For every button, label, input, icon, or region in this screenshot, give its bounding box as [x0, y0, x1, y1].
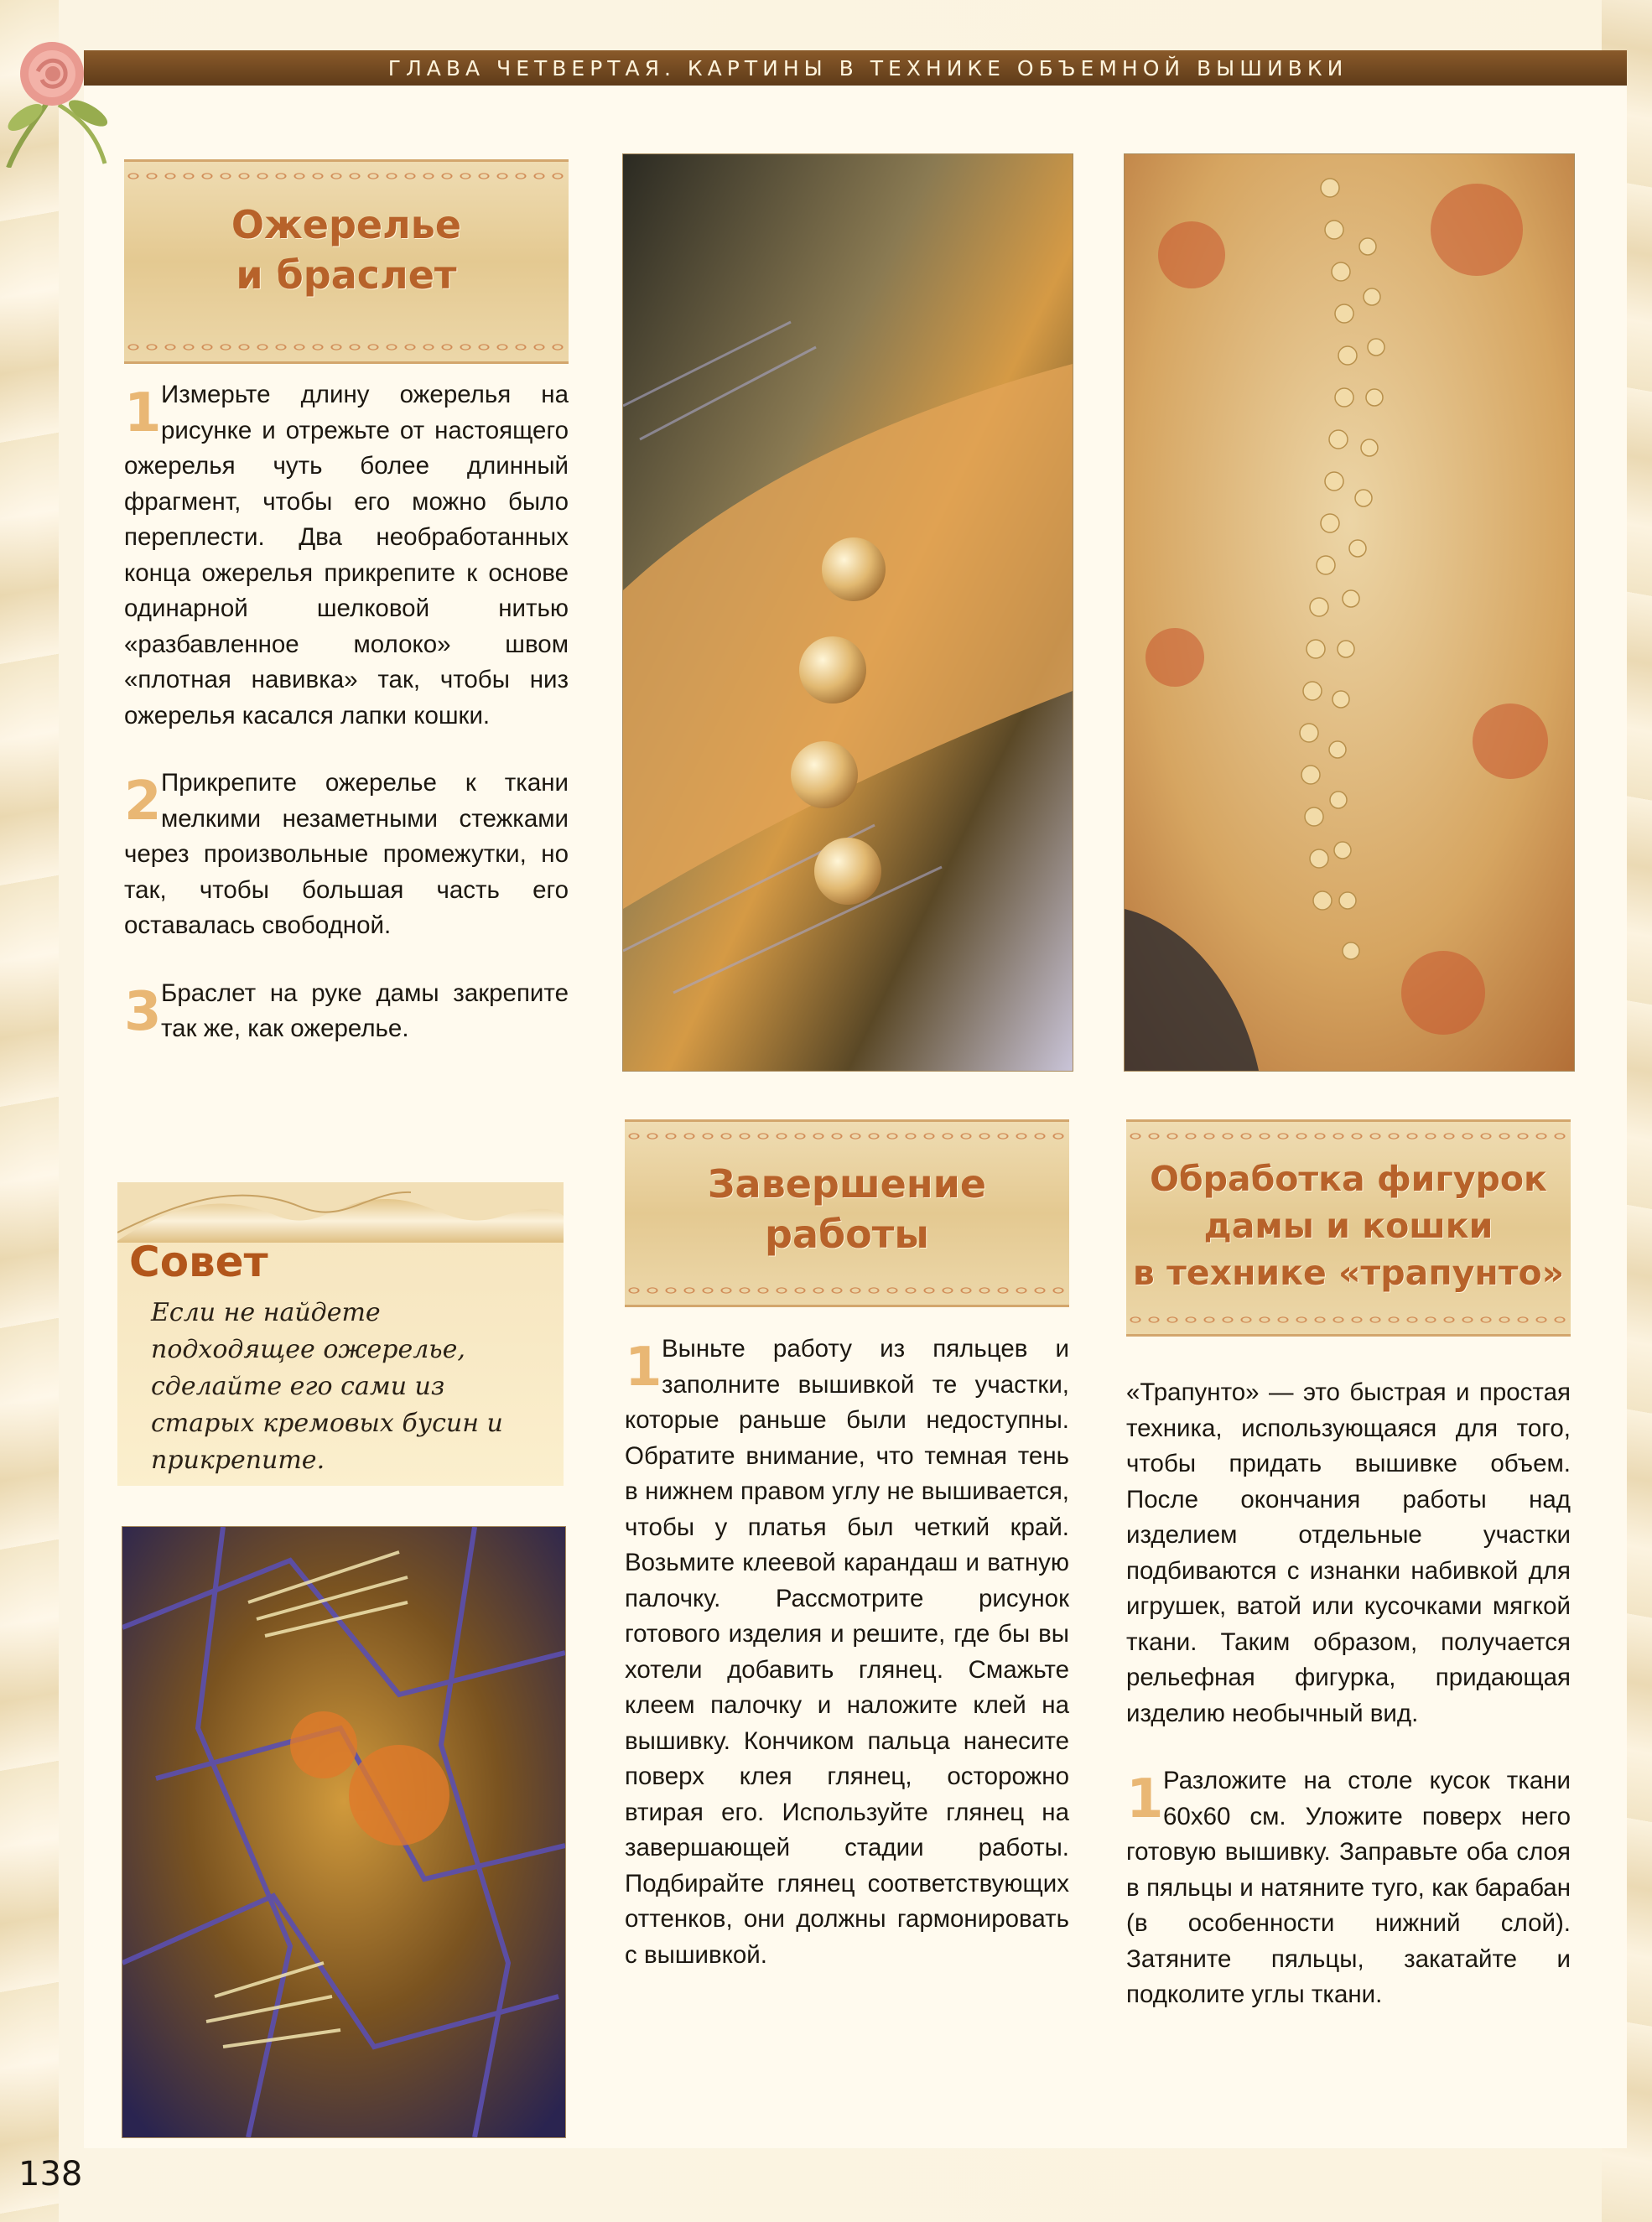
necklace-step — [124, 377, 569, 734]
trapunto-intro — [1126, 1375, 1571, 1731]
intro-text: «Трапунто» — это быстрая и простая техника, использующаяся для того, чтобы придать вышивке объем. После окончания работы над изделием отдельные участки подбиваются с изнанки набивкой для игрушек, ватой или кусочками мягкой ткани. Таким образом, получается рельефная фигурка, придающая изделию необычный вид. — [1126, 1378, 1571, 1727]
step-number: 1 — [625, 1337, 662, 1399]
step-number: 1 — [124, 382, 162, 444]
necklace-title-ribbon — [124, 159, 569, 364]
step-text: Измерьте длину ожерелья на рисунке и отрежьте от настоящего ожерелья чуть более длинный фрагмент, чтобы его можно было переплести. Два необработанных конца ожерелья прикрепите к основе одинарной шелковой нитью «разбавленное молоко» швом «плотная навивка» так, чтобы низ ожерелья касался лапки кошки. — [124, 381, 569, 729]
chain-ornament — [625, 1130, 1069, 1142]
trapunto-title-ribbon — [1126, 1119, 1571, 1337]
finish-title-ribbon — [625, 1119, 1069, 1307]
step-number: 2 — [124, 771, 162, 833]
chain-ornament — [625, 1285, 1069, 1296]
chain-ornament — [1126, 1130, 1571, 1142]
necklace-step — [124, 766, 569, 944]
step-text: Прикрепите ожерелье к ткани мелкими незаметными стежками через произвольные промежутки, но так, чтобы большая часть его оставалась свободной. — [124, 769, 569, 939]
finish-step — [625, 1332, 1069, 1973]
page-number: 138 — [18, 2155, 83, 2193]
step-text: Браслет на руке дамы закрепите так же, как ожерелье. — [161, 979, 569, 1042]
trapunto-step — [1126, 1763, 1571, 2013]
pearl-strand-photo — [1124, 153, 1575, 1072]
necklace-steps — [124, 377, 569, 1079]
step-text: Выньте работу из пяльцев и заполните вышивкой те участки, которые раньше были недоступны. Обратите внимание, что темная тень в нижнем правом углу не вышивается, чтобы у платья был четкий край. Возьмите клеевой карандаш и ватную палочку. Рассмотрите рисунок готового изделия и решите, где бы вы хотели добавить глянец. Смажьте клеем палочку и наложите клей на вышивку. Кончиком пальца нанесите поверх клея глянец, осторожно втирая его. Используйте глянец на завершающей стадии работы. Подбирайте глянец соответствующих оттенков, они должны гармонировать с вышивкой. — [625, 1335, 1069, 1969]
rose-ornament-icon — [0, 25, 117, 168]
trapunto-section-title: Обработка фигурок дамы и кошки в технике «трапунто» — [1132, 1159, 1565, 1293]
necklace-step — [124, 976, 569, 1047]
pearl-necklace-photo-closeup — [622, 153, 1073, 1072]
step-number: 1 — [1126, 1768, 1164, 1830]
chain-ornament — [124, 170, 569, 182]
necklace-section-title: Ожерелье и браслет — [231, 202, 462, 298]
step-number: 3 — [124, 980, 162, 1043]
satin-border-left — [0, 0, 59, 2222]
chain-ornament — [124, 341, 569, 353]
tip-title: Совет — [129, 1238, 268, 1286]
finish-steps — [625, 1332, 1069, 2005]
trapunto-text — [1126, 1375, 1571, 2045]
chapter-title: ГЛАВА ЧЕТВЕРТАЯ. КАРТИНЫ В ТЕХНИКЕ ОБЪЕМНОЙ ВЫШИВКИ — [387, 56, 1348, 80]
chain-ornament — [1126, 1314, 1571, 1326]
tip-box — [117, 1182, 564, 1486]
tip-text: Если не найдете подходящее ожерелье, сделайте его сами из старых кремовых бусин и прикрепите. — [151, 1298, 503, 1475]
finish-section-title: Завершение работы — [707, 1161, 987, 1257]
embroidery-detail-photo — [122, 1526, 566, 2138]
step-text: Разложите на столе кусок ткани 60х60 см. Уложите поверх него готовую вышивку. Заправьте оба слоя в пяльцы и натяните туго, как барабан (в особенности нижний слой). Затяните пяльцы, закатайте и подколите углы ткани. — [1126, 1767, 1571, 2008]
tip-ribbon-decoration — [117, 1182, 564, 1243]
